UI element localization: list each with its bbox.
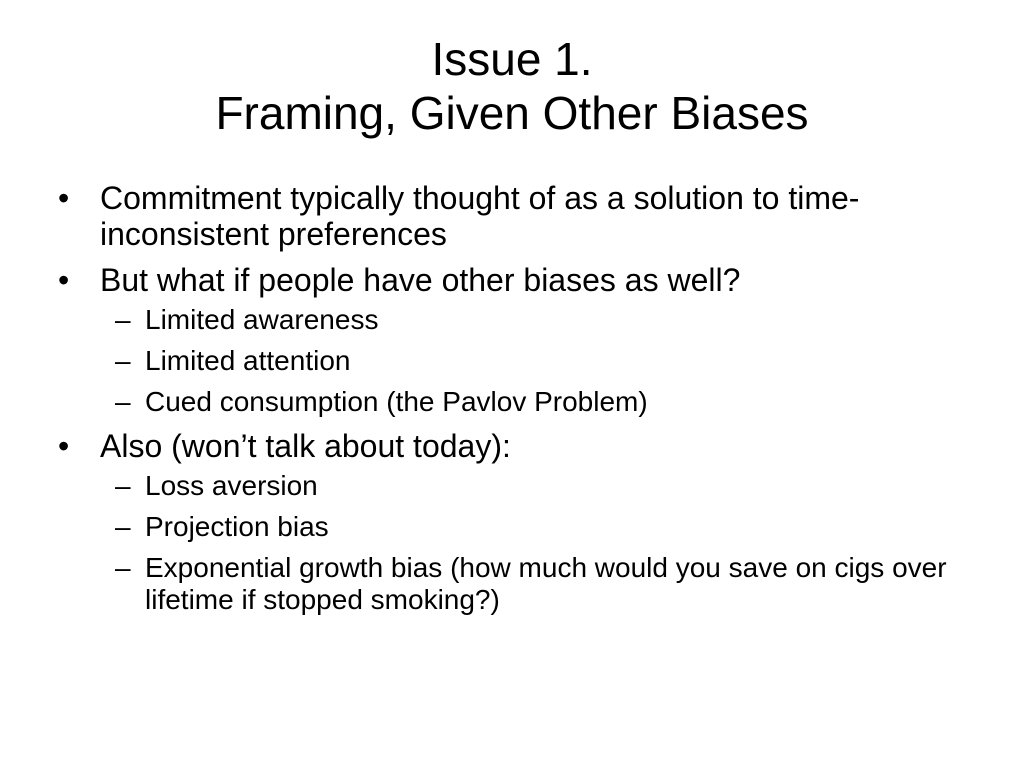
bullet-icon: • (58, 428, 70, 464)
sub-item (100, 511, 978, 543)
sub-item-text: Projection bias (145, 511, 329, 542)
sub-item (100, 345, 978, 377)
bullet-list (58, 180, 978, 626)
dash-icon: – (115, 304, 131, 335)
bullet-item-also (58, 428, 978, 616)
slide-title (0, 32, 1024, 140)
sub-item (100, 470, 978, 502)
slide-title-line-2: Framing, Given Other Biases (215, 87, 809, 139)
bullet-text: Commitment typically thought of as a solution to time-inconsistent preferences (100, 180, 860, 252)
sub-item-text: Exponential growth bias (how much would you save on cigs over lifetime if stopped smoking?) (145, 552, 947, 615)
bullet-icon: • (58, 262, 70, 298)
bullet-item-other-biases (58, 262, 978, 418)
bullet-item-commitment (58, 180, 978, 252)
bullet-text: Also (won’t talk about today): (100, 428, 511, 464)
bullet-icon: • (58, 180, 70, 216)
sub-item-text: Limited attention (145, 345, 351, 376)
sub-list (100, 470, 978, 616)
dash-icon: – (115, 386, 131, 417)
dash-icon: – (115, 511, 131, 542)
sub-item-text: Cued consumption (the Pavlov Problem) (145, 386, 648, 417)
dash-icon: – (115, 345, 131, 376)
slide-title-line-1: Issue 1. (431, 33, 593, 85)
sub-item-text: Limited awareness (145, 304, 379, 335)
sub-item (100, 386, 978, 418)
sub-item (100, 552, 978, 616)
sub-item (100, 304, 978, 336)
sub-item-text: Loss aversion (145, 470, 318, 501)
sub-list (100, 304, 978, 418)
dash-icon: – (115, 470, 131, 501)
dash-icon: – (115, 552, 131, 583)
bullet-text: But what if people have other biases as well? (100, 262, 741, 298)
